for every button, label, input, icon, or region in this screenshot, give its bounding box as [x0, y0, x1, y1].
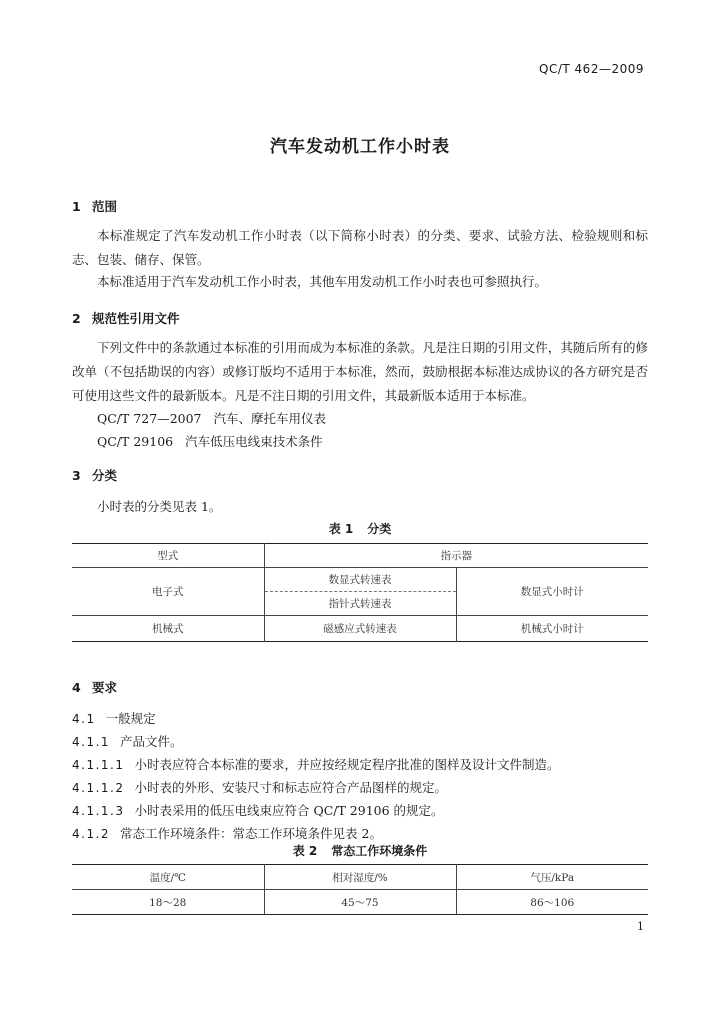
table-row: [72, 890, 648, 915]
table-header-cell: 相对湿度/%: [264, 865, 456, 890]
table-label: 表 1: [328, 522, 354, 536]
clause-text: 小时表采用的低压电线束应符合 QC/T 29106 的规定。: [134, 803, 444, 818]
scope-paragraph-1: 本标准规定了汽车发动机工作小时表（以下简称小时表）的分类、要求、试验方法、检验规则和标志、包装、储存、保管。: [72, 228, 648, 267]
reference-item: [97, 409, 326, 427]
classification-table: [72, 543, 648, 642]
table-header-row: [72, 544, 648, 568]
clause-number: 4.1.2: [72, 827, 111, 841]
environment-table: [72, 864, 648, 915]
section-title: 范围: [92, 199, 118, 214]
standard-code: QC/T 462—2009: [539, 62, 644, 76]
table-cell: 数显式转速表: [264, 568, 456, 592]
clause-number: 4.1.1.1: [72, 758, 125, 772]
table-caption: 常态工作环境条件: [331, 844, 428, 858]
clause-text: 小时表的外形、安装尺寸和标志应符合产品图样的规定。: [134, 780, 447, 795]
table-cell: 磁感应式转速表: [264, 616, 456, 642]
clause-text: 一般规定: [105, 711, 156, 726]
table-label: 表 2: [292, 844, 318, 858]
table-header-cell: 型式: [72, 544, 264, 568]
table-cell: 18～28: [72, 890, 264, 915]
clause-number: 4.1.1: [72, 735, 111, 749]
section-title: 分类: [92, 468, 118, 483]
table-caption: 分类: [367, 522, 392, 536]
scope-paragraph-2: 本标准适用于汽车发动机工作小时表，其他车用发动机工作小时表也可参照执行。: [97, 274, 548, 289]
table-cell: 电子式: [72, 568, 264, 616]
table-header-cell: 指示器: [264, 544, 648, 568]
table-cell: 86～106: [456, 890, 648, 915]
table-header-row: [72, 865, 648, 890]
clause-item: [72, 824, 382, 842]
section-4-heading: [72, 678, 117, 696]
table-header-cell: 气压/kPa: [456, 865, 648, 890]
table-row: [72, 568, 648, 592]
clause-number: 4.1.1.3: [72, 804, 125, 818]
table-header-cell: 温度/℃: [72, 865, 264, 890]
page-number: 1: [637, 920, 644, 933]
table-cell: 指针式转速表: [264, 592, 456, 616]
clause-item: [72, 778, 447, 796]
section-1-heading: [72, 197, 117, 215]
section-title: 要求: [92, 680, 118, 695]
section-number: 4: [72, 680, 81, 695]
clause-item: [72, 755, 560, 773]
table-cell: 机械式: [72, 616, 264, 642]
reference-code: QC/T 29106: [97, 434, 174, 449]
clause-text: 产品文件。: [120, 734, 183, 749]
table-cell: 45～75: [264, 890, 456, 915]
section-number: 1: [72, 199, 81, 214]
references-paragraph: 下列文件中的条款通过本标准的引用而成为本标准的条款。凡是注日期的引用文件，其随后所有的修改单（不包括勘误的内容）或修订版均不适用于本标准，然而，鼓励根据本标准达成协议的各方研究是否可使用这些文件的最新版本。凡是不注日期的引用文件，其最新版本适用于本标准。: [72, 340, 648, 403]
clause-item: [72, 801, 444, 819]
clause-number: 4.1: [72, 712, 96, 726]
clause-text: 常态工作环境条件：常态工作环境条件见表 2。: [120, 826, 382, 841]
classification-text: 小时表的分类见表 1。: [97, 499, 222, 514]
reference-code: QC/T 727—2007: [97, 411, 202, 426]
section-number: 3: [72, 468, 81, 483]
reference-item: [97, 432, 323, 450]
clause-number: 4.1.1.2: [72, 781, 125, 795]
clause-item: [72, 732, 183, 750]
document-title: 汽车发动机工作小时表: [270, 137, 450, 157]
table-cell: 机械式小时计: [456, 616, 648, 642]
section-title: 规范性引用文件: [92, 311, 180, 326]
reference-title: 汽车低压电线束技术条件: [185, 434, 323, 449]
clause-item: [72, 709, 156, 727]
table-cell: 数显式小时计: [456, 568, 648, 616]
section-3-heading: [72, 466, 117, 484]
table-row: [72, 616, 648, 642]
clause-text: 小时表应符合本标准的要求，并应按经规定程序批准的图样及设计文件制造。: [134, 757, 560, 772]
section-number: 2: [72, 311, 81, 326]
table-2-title: [0, 842, 720, 859]
table-1-title: [0, 520, 720, 537]
reference-title: 汽车、摩托车用仪表: [213, 411, 327, 426]
section-2-heading: [72, 309, 180, 327]
